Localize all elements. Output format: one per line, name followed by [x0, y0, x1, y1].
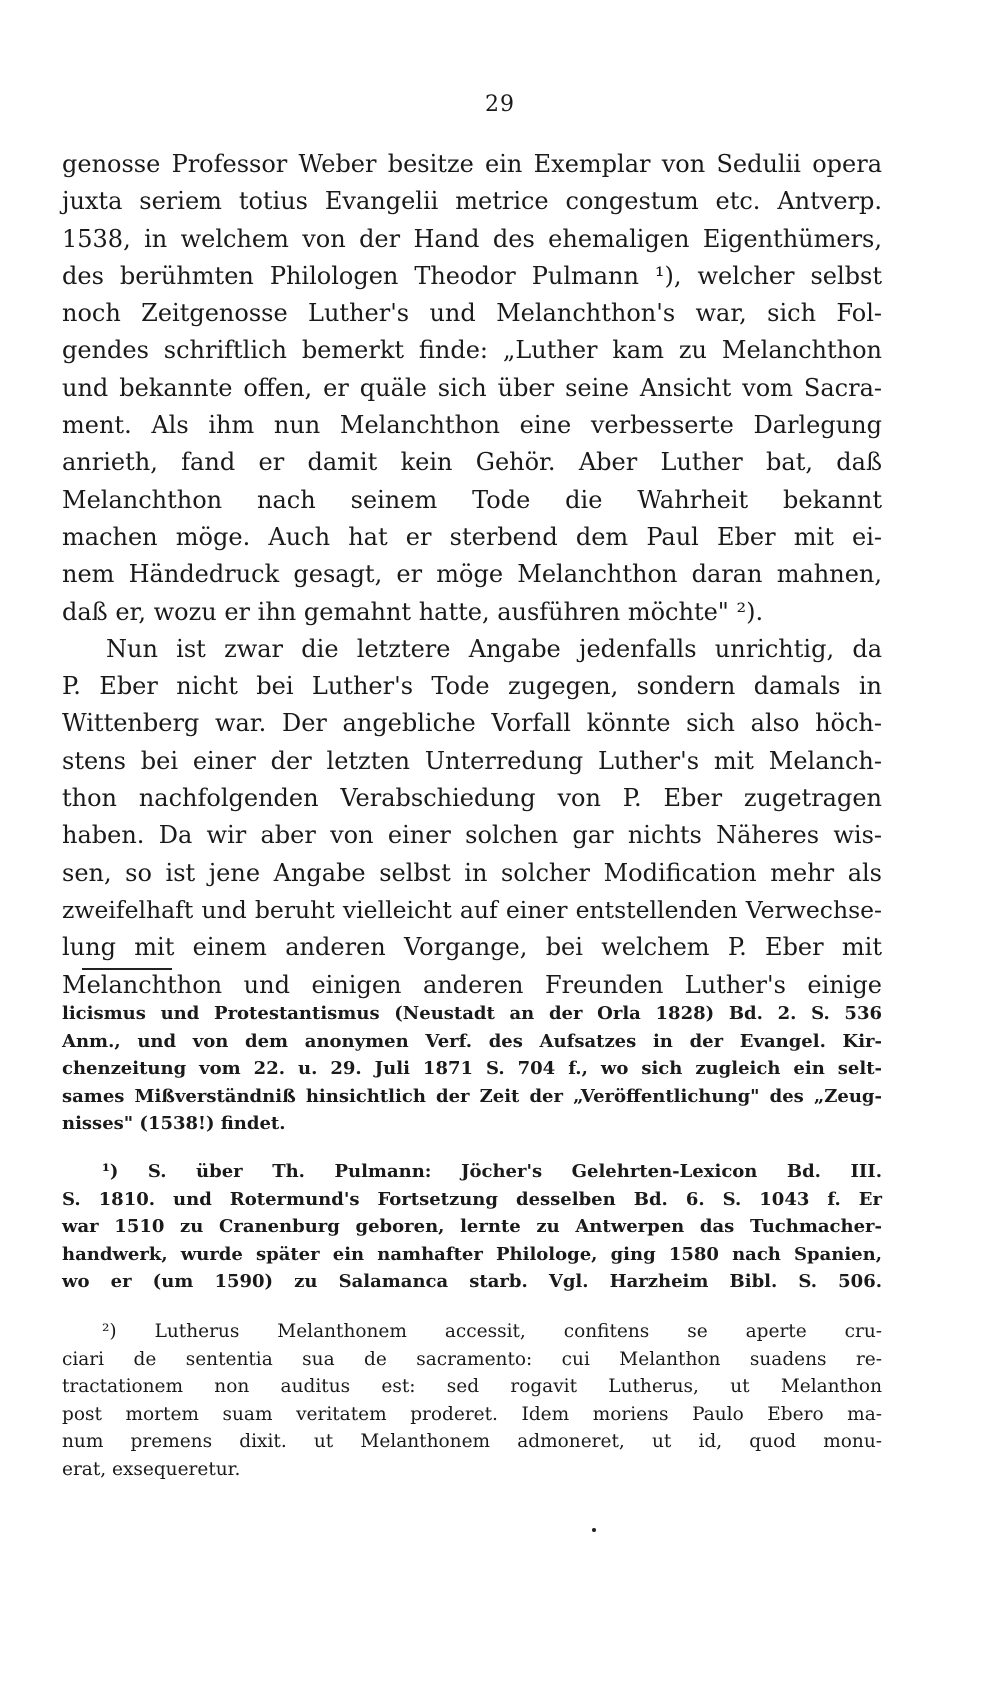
text-line: daß er, wozu er ihn gemahnt hatte, ausführen möchte" ²). — [62, 597, 764, 626]
footnote-line: sames Mißverständniß hinsichtlich der Zeit der „Veröffentlichung" des „Zeug- — [62, 1085, 882, 1107]
text-line: genosse Professor Weber besitze ein Exemplar von Sedulii opera — [62, 150, 882, 178]
text-line: zweifelhaft und beruht vielleicht auf einer entstellenden Verwechse- — [62, 895, 882, 924]
text-line: ment. Als ihm nun Melanchthon eine verbesserte Darlegung — [62, 411, 882, 440]
page-number: 29 — [485, 92, 515, 117]
text-line: 1538, in welchem von der Hand des ehemaligen Eigenthümers, — [62, 224, 882, 253]
main-text — [62, 146, 882, 1004]
footnote-line: chenzeitung vom 22. u. 29. Juli 1871 S. 704 f., wo sich zugleich ein selt- — [62, 1058, 882, 1079]
text-line: stens bei einer der letzten Unterredung Luther's mit Melanch- — [62, 746, 882, 775]
footnote-2 — [62, 1318, 882, 1483]
text-line: Melanchthon nach seinem Tode die Wahrheit bekannt — [62, 485, 882, 514]
ink-speck — [592, 1528, 596, 1532]
text-line: P. Eber nicht bei Luther's Tode zugegen, sondern damals in — [62, 672, 882, 701]
footnote-line: war 1510 zu Cranenburg geboren, lernte zu Antwerpen das Tuchmacher- — [62, 1216, 882, 1237]
footnote-line: ¹) S. über Th. Pulmann: Jöcher's Gelehrten-Lexicon Bd. III. — [102, 1161, 882, 1182]
text-line: thon nachfolgenden Verabschiedung von P. Eber zugetragen — [62, 784, 882, 813]
text-line: Nun ist zwar die letztere Angabe jedenfalls unrichtig, da — [106, 634, 882, 663]
text-line: noch Zeitgenosse Luther's und Melanchthon's war, sich Fol- — [62, 299, 882, 328]
footnote-line: wo er (um 1590) zu Salamanca starb. Vgl. Harzheim Bibl. S. 506. — [62, 1271, 882, 1292]
footnote-line: num premens dixit. ut Melanthonem admoneret, ut id, quod monu- — [62, 1431, 882, 1452]
text-line: Wittenberg war. Der angebliche Vorfall könnte sich also höch- — [62, 709, 882, 738]
text-line: Melanchthon und einigen anderen Freunden Luther's einige — [62, 970, 882, 999]
footnote-line: ciari de sententia sua de sacramento: cui Melanthon suadens re- — [62, 1348, 882, 1370]
text-line: lung mit einem anderen Vorgange, bei welchem P. Eber mit — [62, 933, 882, 962]
text-line: und bekannte offen, er quäle sich über seine Ansicht vom Sacra- — [62, 373, 882, 402]
text-line: gendes schriftlich bemerkt finde: „Luther kam zu Melanchthon — [62, 336, 882, 365]
footnote-line: nisses" (1538!) findet. — [62, 1113, 286, 1134]
footnote-line: ²) Lutherus Melanthonem accessit, confitens se aperte cru- — [102, 1321, 882, 1342]
footnote-line: licismus und Protestantismus (Neustadt an der Orla 1828) Bd. 2. S. 536 — [62, 1003, 882, 1024]
footnote-continuation — [62, 1000, 882, 1138]
footnote-line: post mortem suam veritatem proderet. Idem moriens Paulo Ebero ma- — [62, 1403, 882, 1425]
text-line: des berühmten Philologen Theodor Pulmann ¹), welcher selbst — [62, 261, 882, 290]
footnote-line: S. 1810. und Rotermund's Fortsetzung desselben Bd. 6. S. 1043 f. Er — [62, 1188, 882, 1210]
footnote-line: handwerk, wurde später ein namhafter Philologe, ging 1580 nach Spanien, — [62, 1243, 882, 1265]
footnote-line: erat, exsequeretur. — [62, 1458, 241, 1480]
footnote-1 — [62, 1158, 882, 1296]
text-line: nem Händedruck gesagt, er möge Melanchthon daran mahnen, — [62, 560, 882, 589]
text-line: juxta seriem totius Evangelii metrice congestum etc. Antverp. — [62, 187, 882, 216]
text-line: machen möge. Auch hat er sterbend dem Paul Eber mit ei- — [62, 522, 882, 551]
text-line: sen, so ist jene Angabe selbst in solcher Modification mehr als — [62, 858, 882, 887]
footnote-line: Anm., und von dem anonymen Verf. des Aufsatzes in der Evangel. Kir- — [62, 1030, 882, 1052]
footnote-divider — [82, 968, 172, 970]
text-line: anrieth, fand er damit kein Gehör. Aber Luther bat, daß — [62, 448, 882, 477]
text-line: haben. Da wir aber von einer solchen gar nichts Näheres wis- — [62, 821, 882, 850]
footnote-line: tractationem non auditus est: sed rogavit Lutherus, ut Melanthon — [62, 1376, 882, 1397]
